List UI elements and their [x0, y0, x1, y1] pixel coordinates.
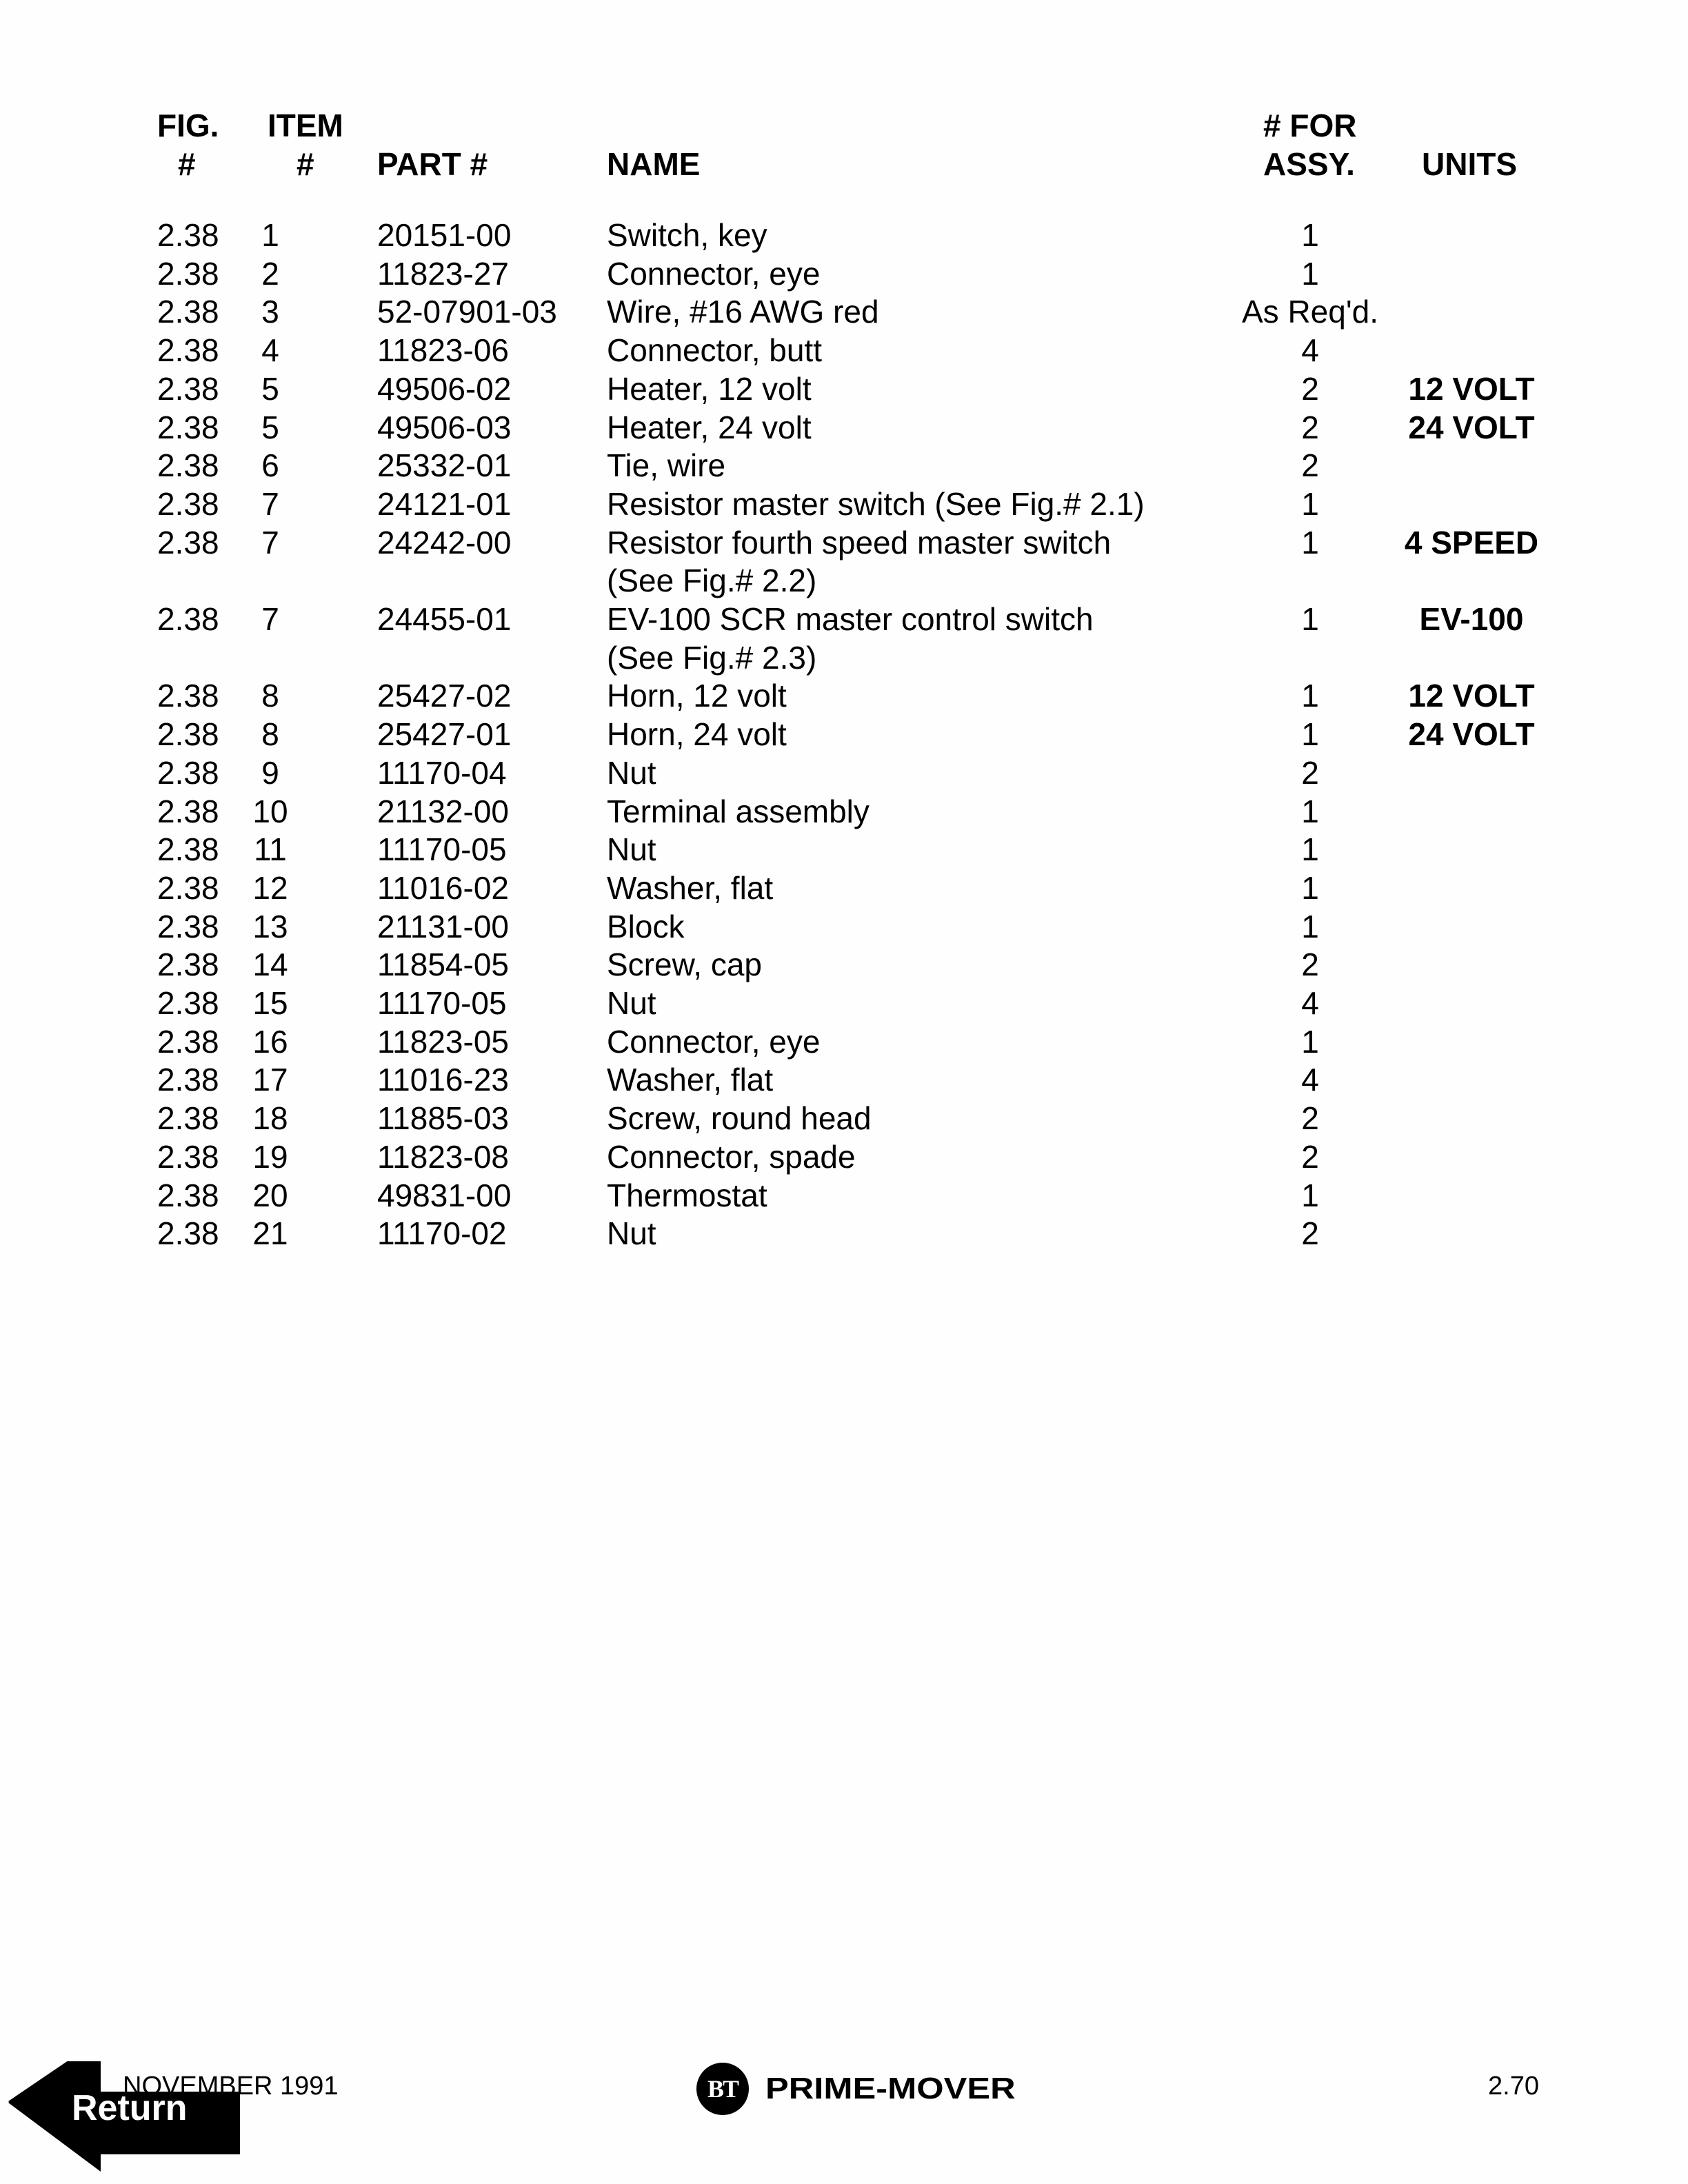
- fig-cell: 2.38: [157, 447, 219, 484]
- header-fig-line2: #: [178, 146, 196, 182]
- qty-cell: 1: [1301, 793, 1319, 829]
- qty-cell: 1: [1301, 485, 1319, 522]
- part-name-cell: Nut: [607, 1215, 656, 1252]
- fig-cell: 2.38: [157, 409, 219, 445]
- units-cell: 24 VOLT: [1408, 716, 1535, 753]
- item-cell: 10: [252, 793, 288, 829]
- item-cell: 8: [261, 678, 279, 714]
- fig-cell: 2.38: [157, 908, 219, 944]
- fig-cell: 2.38: [157, 793, 219, 829]
- fig-cell: 2.38: [157, 1062, 219, 1098]
- part-number-cell: 49506-02: [377, 370, 512, 407]
- fig-cell: 2.38: [157, 716, 219, 753]
- part-name-cell: Terminal assembly: [607, 793, 870, 829]
- part-name-continuation: (See Fig.# 2.2): [607, 563, 817, 599]
- qty-cell: 1: [1301, 1023, 1319, 1060]
- part-number-cell: 25332-01: [377, 447, 512, 484]
- fig-cell: 2.38: [157, 601, 219, 637]
- part-number-cell: 11885-03: [377, 1100, 509, 1137]
- item-cell: 15: [252, 985, 288, 1021]
- qty-cell: 1: [1301, 217, 1319, 253]
- item-cell: 12: [252, 869, 288, 906]
- part-number-cell: 52-07901-03: [377, 294, 557, 330]
- part-number-cell: 11854-05: [377, 947, 509, 983]
- part-name-cell: Wire, #16 AWG red: [607, 294, 879, 330]
- fig-cell: 2.38: [157, 332, 219, 369]
- qty-cell: 4: [1301, 332, 1319, 369]
- part-name-cell: Nut: [607, 831, 656, 868]
- part-name-cell: Resistor master switch (See Fig.# 2.1): [607, 485, 1145, 522]
- qty-cell: 1: [1301, 908, 1319, 944]
- part-number-cell: 11823-27: [377, 255, 509, 292]
- part-name-cell: Switch, key: [607, 217, 767, 253]
- part-number-cell: 25427-01: [377, 716, 512, 753]
- part-name-cell: Washer, flat: [607, 1062, 774, 1098]
- footer-date: NOVEMBER 1991: [123, 2072, 339, 2101]
- part-number-cell: 11170-02: [377, 1215, 507, 1252]
- qty-cell: 1: [1301, 601, 1319, 637]
- part-number-cell: 21132-00: [377, 793, 509, 829]
- qty-cell: 4: [1301, 985, 1319, 1021]
- item-cell: 14: [252, 947, 288, 983]
- fig-cell: 2.38: [157, 1138, 219, 1175]
- fig-cell: 2.38: [157, 370, 219, 407]
- item-cell: 3: [261, 294, 279, 330]
- fig-cell: 2.38: [157, 294, 219, 330]
- part-name-cell: Screw, round head: [607, 1100, 872, 1137]
- fig-cell: 2.38: [157, 1215, 219, 1252]
- item-cell: 21: [252, 1215, 288, 1252]
- part-name-cell: Connector, eye: [607, 1023, 821, 1060]
- part-name-cell: Resistor fourth speed master switch: [607, 524, 1112, 560]
- fig-cell: 2.38: [157, 678, 219, 714]
- fig-cell: 2.38: [157, 947, 219, 983]
- qty-cell: 1: [1301, 831, 1319, 868]
- item-cell: 19: [252, 1138, 288, 1175]
- fig-cell: 2.38: [157, 985, 219, 1021]
- part-name-continuation: (See Fig.# 2.3): [607, 639, 817, 676]
- fig-cell: 2.38: [157, 524, 219, 560]
- fig-cell: 2.38: [157, 485, 219, 522]
- return-label: Return: [72, 2088, 188, 2128]
- fig-cell: 2.38: [157, 869, 219, 906]
- qty-cell: 1: [1301, 1177, 1319, 1213]
- part-name-cell: Nut: [607, 985, 656, 1021]
- part-name-cell: Screw, cap: [607, 947, 762, 983]
- part-name-cell: EV-100 SCR master control switch: [607, 601, 1094, 637]
- fig-cell: 2.38: [157, 217, 219, 253]
- qty-cell: 1: [1301, 524, 1319, 560]
- part-number-cell: 49506-03: [377, 409, 512, 445]
- header-name: NAME: [607, 146, 701, 182]
- item-cell: 5: [261, 409, 279, 445]
- part-number-cell: 24242-00: [377, 524, 512, 560]
- part-name-cell: Connector, spade: [607, 1138, 856, 1175]
- part-name-cell: Heater, 24 volt: [607, 409, 812, 445]
- part-number-cell: 11170-05: [377, 985, 507, 1021]
- part-number-cell: 11016-02: [377, 869, 509, 906]
- part-number-cell: 21131-00: [377, 908, 509, 944]
- qty-cell: 2: [1301, 409, 1319, 445]
- part-number-cell: 11170-05: [377, 831, 507, 868]
- part-name-cell: Nut: [607, 754, 656, 791]
- part-name-cell: Thermostat: [607, 1177, 767, 1213]
- units-cell: 24 VOLT: [1408, 409, 1535, 445]
- item-cell: 11: [254, 831, 287, 868]
- bt-logo-icon: BT: [696, 2063, 749, 2115]
- units-cell: 12 VOLT: [1408, 370, 1535, 407]
- qty-cell: As Req'd.: [1242, 294, 1378, 330]
- header-units: UNITS: [1422, 146, 1517, 182]
- part-name-cell: Horn, 12 volt: [607, 678, 787, 714]
- part-name-cell: Connector, eye: [607, 255, 821, 292]
- part-number-cell: 11823-06: [377, 332, 509, 369]
- qty-cell: 2: [1301, 1100, 1319, 1137]
- fig-cell: 2.38: [157, 1100, 219, 1137]
- item-cell: 7: [261, 524, 279, 560]
- qty-cell: 1: [1301, 869, 1319, 906]
- item-cell: 20: [252, 1177, 288, 1213]
- part-name-cell: Horn, 24 volt: [607, 716, 787, 753]
- part-name-cell: Connector, butt: [607, 332, 822, 369]
- fig-cell: 2.38: [157, 831, 219, 868]
- part-number-cell: 11823-05: [377, 1023, 509, 1060]
- qty-cell: 2: [1301, 947, 1319, 983]
- qty-cell: 2: [1301, 1215, 1319, 1252]
- item-cell: 8: [261, 716, 279, 753]
- item-cell: 7: [261, 485, 279, 522]
- item-cell: 4: [261, 332, 279, 369]
- qty-cell: 2: [1301, 1138, 1319, 1175]
- item-cell: 9: [261, 754, 279, 791]
- brand-name: PRIME-MOVER: [765, 2072, 1016, 2105]
- part-name-cell: Tie, wire: [607, 447, 726, 484]
- fig-cell: 2.38: [157, 754, 219, 791]
- part-number-cell: 25427-02: [377, 678, 512, 714]
- qty-cell: 1: [1301, 678, 1319, 714]
- header-part: PART #: [377, 146, 488, 182]
- item-cell: 13: [252, 908, 288, 944]
- header-qty-line2: ASSY.: [1263, 146, 1355, 182]
- item-cell: 2: [261, 255, 279, 292]
- header-item-line2: #: [297, 146, 314, 182]
- qty-cell: 2: [1301, 447, 1319, 484]
- item-cell: 1: [261, 217, 279, 253]
- part-number-cell: 11823-08: [377, 1138, 509, 1175]
- part-name-cell: Block: [607, 908, 685, 944]
- part-number-cell: 24455-01: [377, 601, 512, 637]
- part-number-cell: 11016-23: [377, 1062, 509, 1098]
- part-number-cell: 20151-00: [377, 217, 512, 253]
- header-item-line1: ITEM: [268, 108, 343, 143]
- units-cell: 12 VOLT: [1408, 678, 1535, 714]
- qty-cell: 2: [1301, 370, 1319, 407]
- units-cell: 4 SPEED: [1404, 524, 1539, 560]
- fig-cell: 2.38: [157, 1177, 219, 1213]
- brand-logo: [696, 2061, 1016, 2116]
- header-qty-line1: # FOR: [1263, 108, 1357, 143]
- item-cell: 6: [261, 447, 279, 484]
- part-number-cell: 11170-04: [377, 754, 507, 791]
- part-number-cell: 24121-01: [377, 485, 512, 522]
- fig-cell: 2.38: [157, 255, 219, 292]
- qty-cell: 1: [1301, 255, 1319, 292]
- part-name-cell: Washer, flat: [607, 869, 774, 906]
- fig-cell: 2.38: [157, 1023, 219, 1060]
- item-cell: 18: [252, 1100, 288, 1137]
- page-number: 2.70: [1488, 2072, 1539, 2101]
- units-cell: EV-100: [1419, 601, 1524, 637]
- qty-cell: 1: [1301, 716, 1319, 753]
- qty-cell: 4: [1301, 1062, 1319, 1098]
- header-fig-line1: FIG.: [157, 108, 219, 143]
- item-cell: 7: [261, 601, 279, 637]
- item-cell: 16: [252, 1023, 288, 1060]
- part-number-cell: 49831-00: [377, 1177, 512, 1213]
- item-cell: 5: [261, 370, 279, 407]
- item-cell: 17: [252, 1062, 288, 1098]
- part-name-cell: Heater, 12 volt: [607, 370, 812, 407]
- qty-cell: 2: [1301, 754, 1319, 791]
